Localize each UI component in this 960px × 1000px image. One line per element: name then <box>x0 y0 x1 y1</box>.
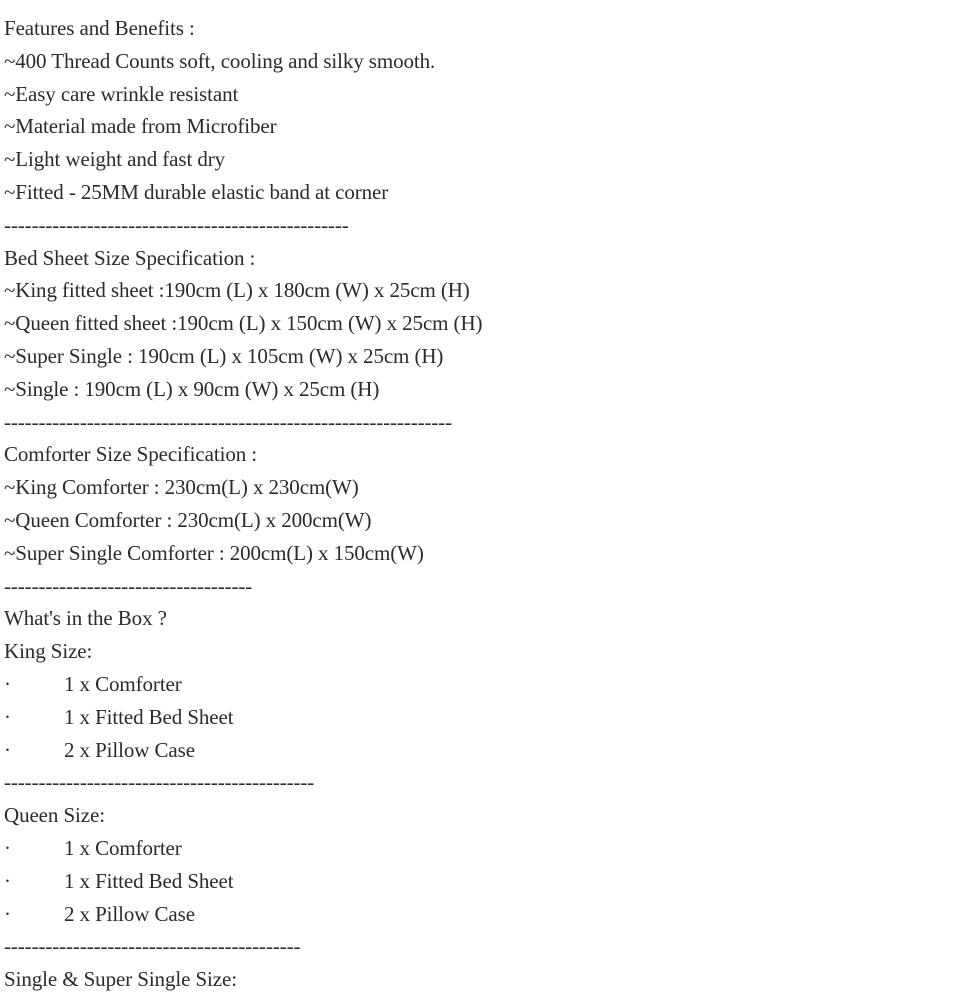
box-item-label: 1 x Fitted Bed Sheet <box>64 868 234 893</box>
king-size-label: King Size: <box>4 639 93 664</box>
box-item-label: 2 x Pillow Case <box>64 737 195 762</box>
comforter-spec: ~Super Single Comforter : 200cm(L) x 150cm(W) <box>4 540 424 565</box>
list-item <box>4 701 960 734</box>
feature-item: ~Easy care wrinkle resistant <box>4 81 239 106</box>
dash-divider: -------------------------------------------------- <box>4 212 349 237</box>
bullet-dot: · <box>4 737 11 762</box>
feature-item: ~Fitted - 25MM durable elastic band at corner <box>4 179 389 204</box>
bullet-dot: · <box>4 901 11 926</box>
queen-size-label: Queen Size: <box>4 803 105 828</box>
list-item <box>4 668 960 701</box>
bed-sheet-spec: ~King fitted sheet :190cm (L) x 180cm (W) x 25cm (H) <box>4 278 470 303</box>
box-item-label: 1 x Comforter <box>64 671 182 696</box>
features-heading: Features and Benefits : <box>4 16 195 40</box>
list-item <box>4 865 960 898</box>
bullet-dot: · <box>4 704 11 729</box>
bed-sheet-spec: ~Single : 190cm (L) x 90cm (W) x 25cm (H) <box>4 376 380 401</box>
bed-sheet-heading: Bed Sheet Size Specification : <box>4 245 256 270</box>
box-heading: What's in the Box ? <box>4 606 167 631</box>
comforter-heading: Comforter Size Specification : <box>4 442 258 467</box>
box-item-label: 1 x Fitted Bed Sheet <box>64 704 234 729</box>
dash-divider: ------------------------------------------- <box>4 934 301 959</box>
list-item <box>4 832 960 865</box>
bullet-dot: · <box>4 671 11 696</box>
feature-item: ~Light weight and fast dry <box>4 147 226 172</box>
bed-sheet-spec: ~Queen fitted sheet :190cm (L) x 150cm (W) x 25cm (H) <box>4 311 483 336</box>
dash-divider: --------------------------------------------- <box>4 770 315 795</box>
comforter-spec: ~Queen Comforter : 230cm(L) x 200cm(W) <box>4 507 372 532</box>
dash-divider: ------------------------------------ <box>4 573 253 598</box>
feature-item: ~400 Thread Counts soft, cooling and silky smooth. <box>4 48 436 73</box>
dash-divider: ----------------------------------------------------------------- <box>4 409 453 434</box>
box-item-label: 1 x Comforter <box>64 835 182 860</box>
list-item <box>4 734 960 767</box>
box-item-label: 2 x Pillow Case <box>64 901 195 926</box>
single-size-label: Single & Super Single Size: <box>4 967 237 992</box>
list-item <box>4 898 960 931</box>
bullet-dot: · <box>4 868 11 893</box>
feature-item: ~Material made from Microfiber <box>4 114 277 139</box>
bed-sheet-spec: ~Super Single : 190cm (L) x 105cm (W) x 25cm (H) <box>4 343 444 368</box>
comforter-spec: ~King Comforter : 230cm(L) x 230cm(W) <box>4 475 359 500</box>
bullet-dot: · <box>4 835 11 860</box>
